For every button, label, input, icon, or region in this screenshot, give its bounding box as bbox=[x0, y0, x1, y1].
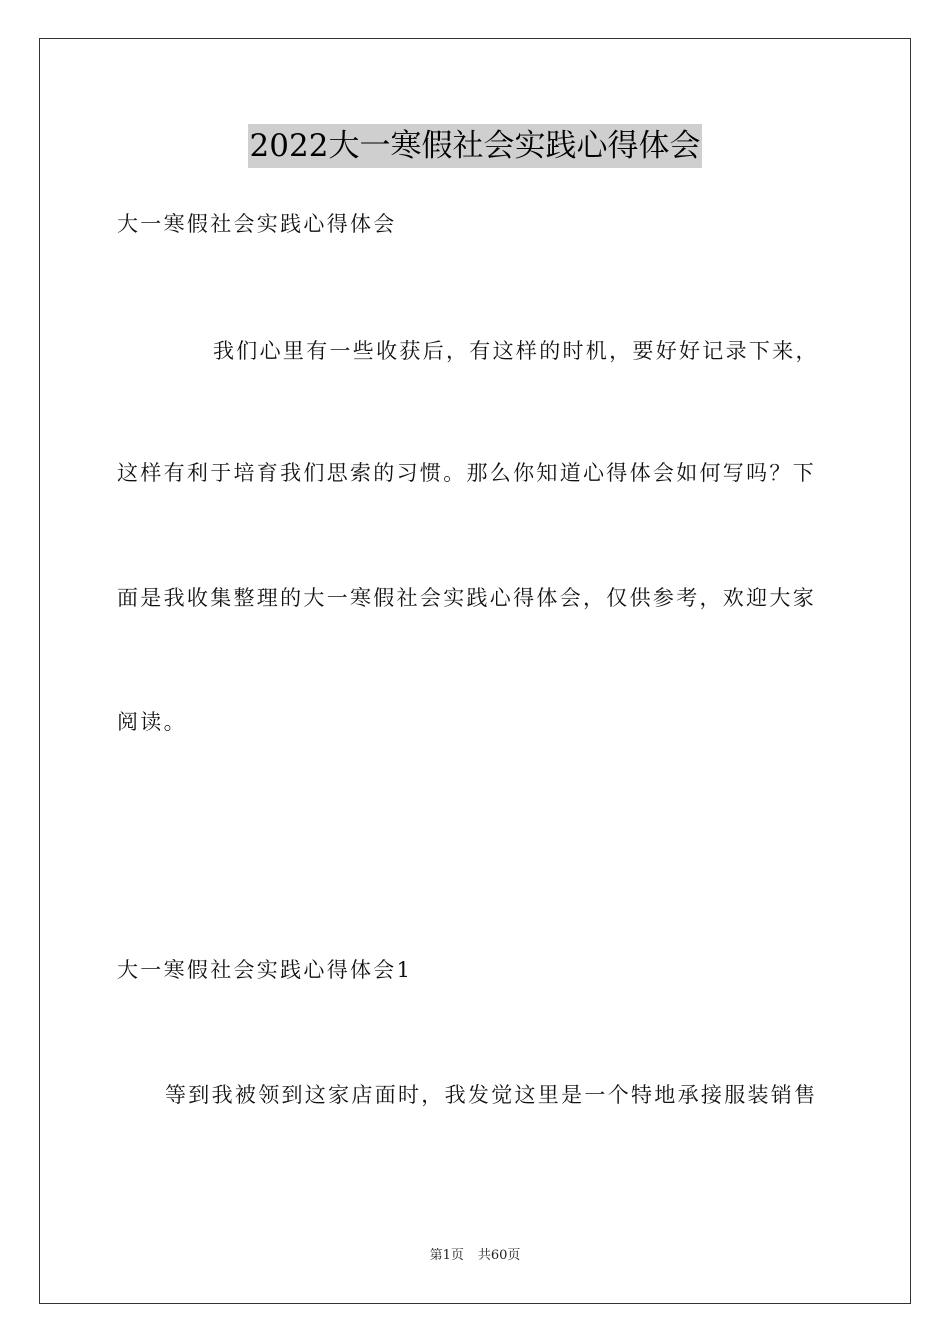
paragraph-line: 面是我收集整理的大一寒假社会实践心得体会，仅供参考，欢迎大家 bbox=[117, 586, 816, 610]
page-number-current: 第1页 bbox=[429, 1248, 464, 1263]
paragraph-line: 等到我被领到这家店面时，我发觉这里是一个特地承接服装销售 bbox=[165, 1083, 818, 1107]
paragraph-line: 我们心里有一些收获后，有这样的时机，要好好记录下来， bbox=[213, 339, 819, 363]
page-footer bbox=[0, 1246, 950, 1266]
document-subtitle: 大一寒假社会实践心得体会 bbox=[117, 212, 397, 236]
page-number-total: 共60页 bbox=[477, 1248, 521, 1263]
title-container bbox=[0, 124, 950, 168]
paragraph-line: 这样有利于培育我们思索的习惯。那么你知道心得体会如何写吗？下 bbox=[117, 461, 816, 485]
paragraph-line: 阅读。 bbox=[117, 710, 187, 734]
section-heading: 大一寒假社会实践心得体会1 bbox=[117, 958, 413, 982]
document-title: 2022大一寒假社会实践心得体会 bbox=[248, 124, 703, 168]
